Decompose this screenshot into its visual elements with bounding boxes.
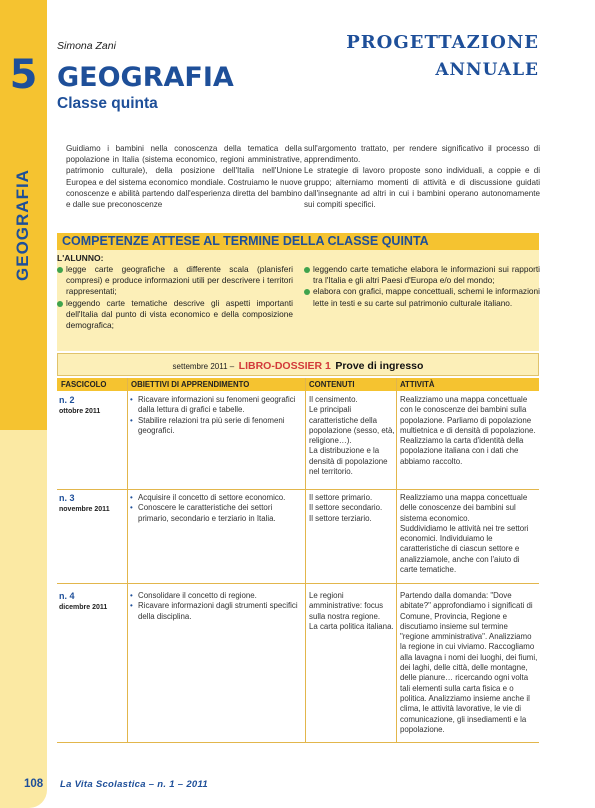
intro-paragraph: sull'argomento trattato, per rendere significativo il processo di apprendimento. [304, 144, 540, 165]
brand-line-2: ANNUALE [435, 60, 539, 80]
row-divider [57, 742, 539, 743]
alunno-label: L'ALUNNO: [57, 253, 104, 263]
intro-paragraph: Le strategie di lavoro proposte sono individuali, a coppie e di gruppo; alterniamo momenti di attività e di discussione guidati dall'insegnante ad altri in cui i bambini operano autonomamente sui compiti specifici. [304, 166, 540, 210]
list-item: elabora con grafici, mappe concettuali, schemi le informazioni lette in testi e su carte sul patrimonio culturale italiano. [304, 286, 540, 308]
objectives-list [130, 493, 303, 524]
list-item: leggendo carte tematiche elabora le informazioni sui rapporti tra l'Italia e gli altri Paesi d'Europa e/o del mondo; [304, 264, 540, 286]
contents-cell: Il settore primario. Il settore secondario. Il settore terziario. [309, 493, 383, 523]
activities-cell: Partendo dalla domanda: "Dove abitate?" approfondiamo i significati di Comune, Provincia, Regione e discutiamo insieme sul termine "regione amministrativa". Analizziamo la regione in cui viviamo. Raccogliamo alla lavagna i nomi dei luoghi, dei fiumi, dei laghi, delle città, delle montagne, delle pianure… ricercando ogni volta tali elementi sulla carta fisica e o politica. Analizziamo insieme anche il clima, le attività lavorative, le vie di comunicazione, gli insediamenti e la popolazione. [400, 591, 538, 734]
table-row-number: n. 4 dicembre 2011 [59, 591, 108, 611]
column-header: OBIETTIVI DI APPRENDIMENTO [131, 380, 250, 389]
table-row-number: n. 3 novembre 2011 [59, 493, 110, 513]
table-banner: settembre 2011 – LIBRO-DOSSIER 1 Prove di ingresso [57, 353, 539, 376]
activities-cell: Realizziamo una mappa concettuale delle conoscenze dei bambini sul sistema economico. Suddividiamo le attività nei tre settori economici. Individuiamo le caratteristiche di ciascun settore e analizziamole, anche con l'aiuto di carte tematiche. [400, 493, 529, 575]
competenze-heading: COMPETENZE ATTESE AL TERMINE DELLA CLASSE QUINTA [57, 233, 539, 250]
magazine-credit: La Vita Scolastica – n. 1 – 2011 [60, 779, 208, 790]
list-item: • Conoscere le caratteristiche dei settori primario, secondario e terziario in Italia. [130, 503, 303, 524]
column-divider [305, 378, 306, 743]
competenze-list-left [57, 264, 293, 331]
brand-line-1: PROGETTAZIONE [346, 32, 539, 53]
list-item: • Ricavare informazioni dagli strumenti specifici della disciplina. [130, 601, 303, 622]
intro-right-column [304, 143, 540, 210]
list-item: legge carte geografiche a differente scala (planisferi compresi) e produce informazioni utili per descrivere i territori rappresentati; [57, 264, 293, 298]
intro-left-column [66, 143, 302, 210]
unit-number: 5 [9, 52, 38, 98]
row-divider [57, 489, 539, 490]
column-divider [396, 378, 397, 743]
list-item: • Consolidare il concetto di regione. [130, 591, 303, 601]
activities-cell: Realizziamo una mappa concettuale con le conoscenze dei bambini sulla popolazione. Parliamo di popolazione multietnica e di densità di popolazione. Realizziamo la carta d'identità della popolazione italiana con i dati che abbiamo raccolto. [400, 395, 536, 466]
intro-paragraph: Guidiamo i bambini nella conoscenza della tematica della popolazione in Italia (sistema economico, regioni amministrative, patrimonio culturale), della posizione dell'Italia nell'Unione Europea e del sistema economico mondiale. Costruiamo le nuove conoscenze e abilità partendo dall'esperienza diretta del bambino e dalle sue preconoscenze [66, 144, 302, 210]
page-subtitle: Classe quinta [57, 95, 158, 112]
side-label: GEOGRAFIA [13, 169, 32, 281]
program-table [57, 353, 539, 743]
page-number: 108 [24, 778, 44, 790]
row-divider [57, 583, 539, 584]
list-item: • Acquisire il concetto di settore economico. [130, 493, 303, 503]
table-row-number: n. 2 ottobre 2011 [59, 395, 101, 415]
list-item: • Ricavare informazioni su fenomeni geografici dalla lettura di grafici e tabelle. [130, 395, 303, 416]
green-bullet-icon [57, 301, 63, 307]
competenze-box [57, 233, 539, 351]
author-name: Simona Zani [57, 40, 116, 52]
contents-cell: Le regioni amministrative: focus sulla nostra regione. La carta politica italiana. [309, 591, 394, 631]
contents-cell: Il censimento. Le principali caratteristiche della popolazione (sesso, età, religione…). La distribuzione e la densità di popolazione nel territorio. [309, 395, 395, 477]
objectives-list [130, 395, 303, 436]
column-header: ATTIVITÀ [400, 380, 435, 389]
list-item: • Stabilire relazioni tra più serie di fenomeni geografici. [130, 416, 303, 437]
column-header: CONTENUTI [309, 380, 355, 389]
sidebar-band [0, 0, 47, 808]
page-title: GEOGRAFIA [57, 62, 234, 93]
column-header: FASCICOLO [61, 380, 107, 389]
list-item: leggendo carte tematiche descrive gli aspetti importanti dell'Italia dal punto di vista economico e della composizione demografica; [57, 298, 293, 332]
green-bullet-icon [304, 267, 310, 273]
green-bullet-icon [304, 289, 310, 295]
column-divider [127, 378, 128, 743]
competenze-list-right [304, 264, 540, 309]
green-bullet-icon [57, 267, 63, 273]
objectives-list [130, 591, 303, 622]
sidebar-bottom [0, 430, 47, 808]
table-header-row [57, 378, 539, 391]
